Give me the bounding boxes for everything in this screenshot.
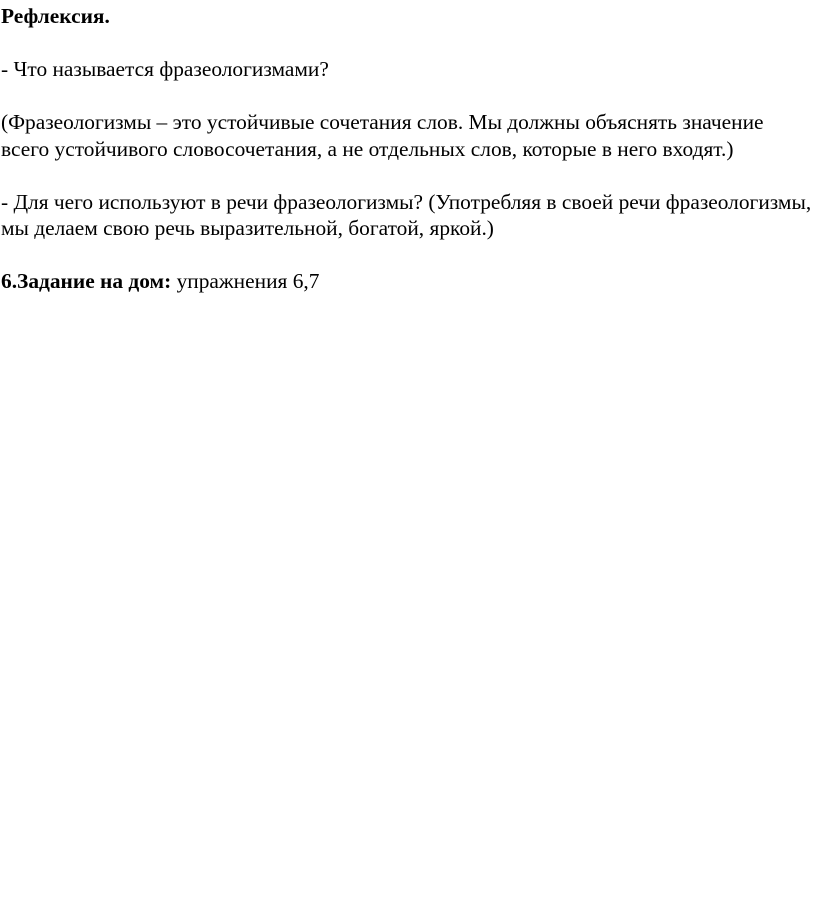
question-1: - Что называется фразеологизмами?: [1, 57, 329, 81]
spacer: [1, 30, 812, 57]
answer-1: (Фразеологизмы – это устойчивые сочетания слов. Мы должны объяснять значение всего устойчивого словосочетания, а не отдельных слов, которые в него входят.): [1, 110, 764, 161]
spacer: [1, 242, 812, 269]
question-2: - Для чего используют в речи фразеологизмы? (Употребляя в своей речи фразеологизмы, мы делаем свою речь выразительной, богатой, яркой.): [1, 189, 812, 240]
spacer: [1, 83, 812, 110]
homework-text: упражнения 6,7: [171, 269, 320, 293]
spacer: [1, 162, 812, 189]
homework: [1, 268, 812, 295]
heading: Рефлексия.: [1, 4, 110, 28]
homework-label: 6.Задание на дом:: [1, 269, 172, 293]
